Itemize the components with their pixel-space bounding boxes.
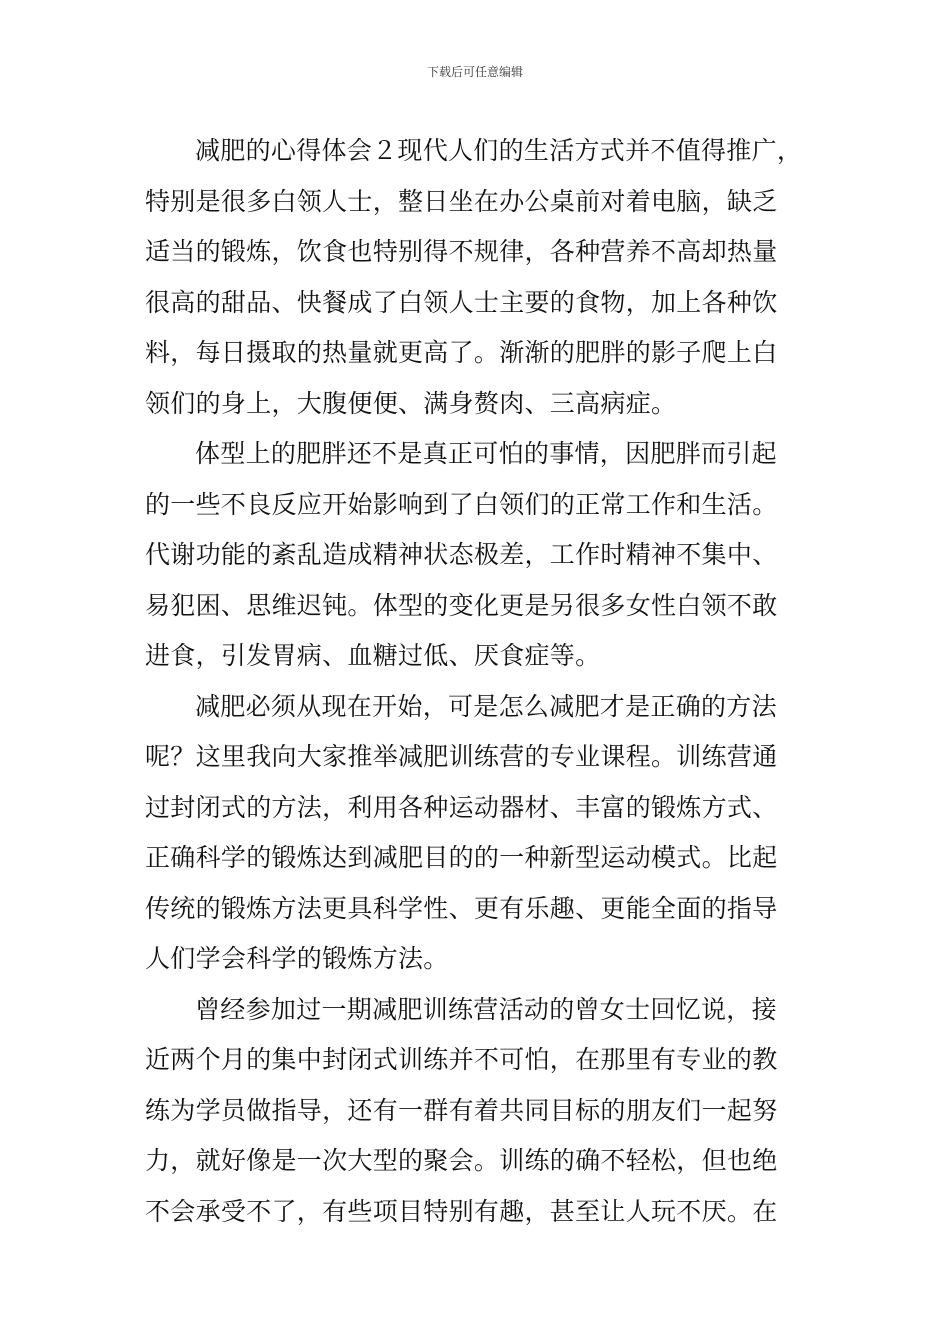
paragraph-3-line-5: 传统的锻炼方法更具科学性、更有乐趣、更能全面的指导 (145, 893, 778, 923)
paragraph-3-line-1: 减肥必须从现在开始，可是怎么减肥才是正确的方法 (195, 691, 777, 721)
paragraph-1-line-1: 减肥的心得体会２现代人们的生活方式并不值得推广， (195, 136, 803, 165)
paragraph-1-line-2: 特别是很多白领人士，整日坐在办公桌前对着电脑，缺乏 (145, 186, 778, 216)
paragraph-4-line-5: 不会承受不了，有些项目特别有趣，甚至让人玩不厌。在 (145, 1196, 778, 1226)
paragraph-4-line-2: 近两个月的集中封闭式训练并不可怕，在那里有专业的教 (145, 1045, 778, 1074)
paragraph-2-line-5: 进食，引发胃病、血糖过低、厌食症等。 (145, 641, 601, 670)
paragraph-1-line-5: 料，每日摄取的热量就更高了。渐渐的肥胖的影子爬上白 (145, 338, 778, 367)
paragraph-4-line-3: 练为学员做指导，还有一群有着共同目标的朋友们一起努 (145, 1095, 778, 1125)
paragraph-3-line-4: 正确科学的锻炼达到减肥目的的一种新型运动模式。比起 (145, 843, 778, 872)
paragraph-1-line-3: 适当的锻炼，饮食也特别得不规律，各种营养不高却热量 (145, 237, 778, 266)
page-header-note: 下载后可任意编辑 (426, 65, 523, 79)
paragraph-3-line-2: 呢？这里我向大家推举减肥训练营的专业课程。训练营通 (145, 742, 778, 771)
paragraph-2-line-4: 易犯困、思维迟钝。体型的变化更是另很多女性白领不敢 (145, 590, 778, 620)
paragraph-1-line-4: 很高的甜品、快餐成了白领人士主要的食物，加上各种饮 (145, 287, 778, 317)
paragraph-3-line-3: 过封闭式的方法，利用各种运动器材、丰富的锻炼方式、 (145, 792, 778, 822)
paragraph-4-line-4: 力，就好像是一次大型的聚会。训练的确不轻松，但也绝 (145, 1146, 778, 1175)
paragraph-2-line-1: 体型上的肥胖还不是真正可怕的事情，因肥胖而引起 (195, 439, 777, 468)
paragraph-2-line-2: 的一些不良反应开始影响到了白领们的正常工作和生活。 (145, 489, 778, 519)
paragraph-3-line-6: 人们学会科学的锻炼方法。 (145, 944, 449, 973)
document-body (145, 126, 810, 1237)
paragraph-2-line-3: 代谢功能的紊乱造成精神状态极差，工作时精神不集中、 (145, 540, 778, 569)
paragraph-4-line-1: 曾经参加过一期减肥训练营活动的曾女士回忆说，接 (195, 994, 777, 1024)
paragraph-1-line-6: 领们的身上，大腹便便、满身赘肉、三高病症。 (145, 388, 677, 418)
